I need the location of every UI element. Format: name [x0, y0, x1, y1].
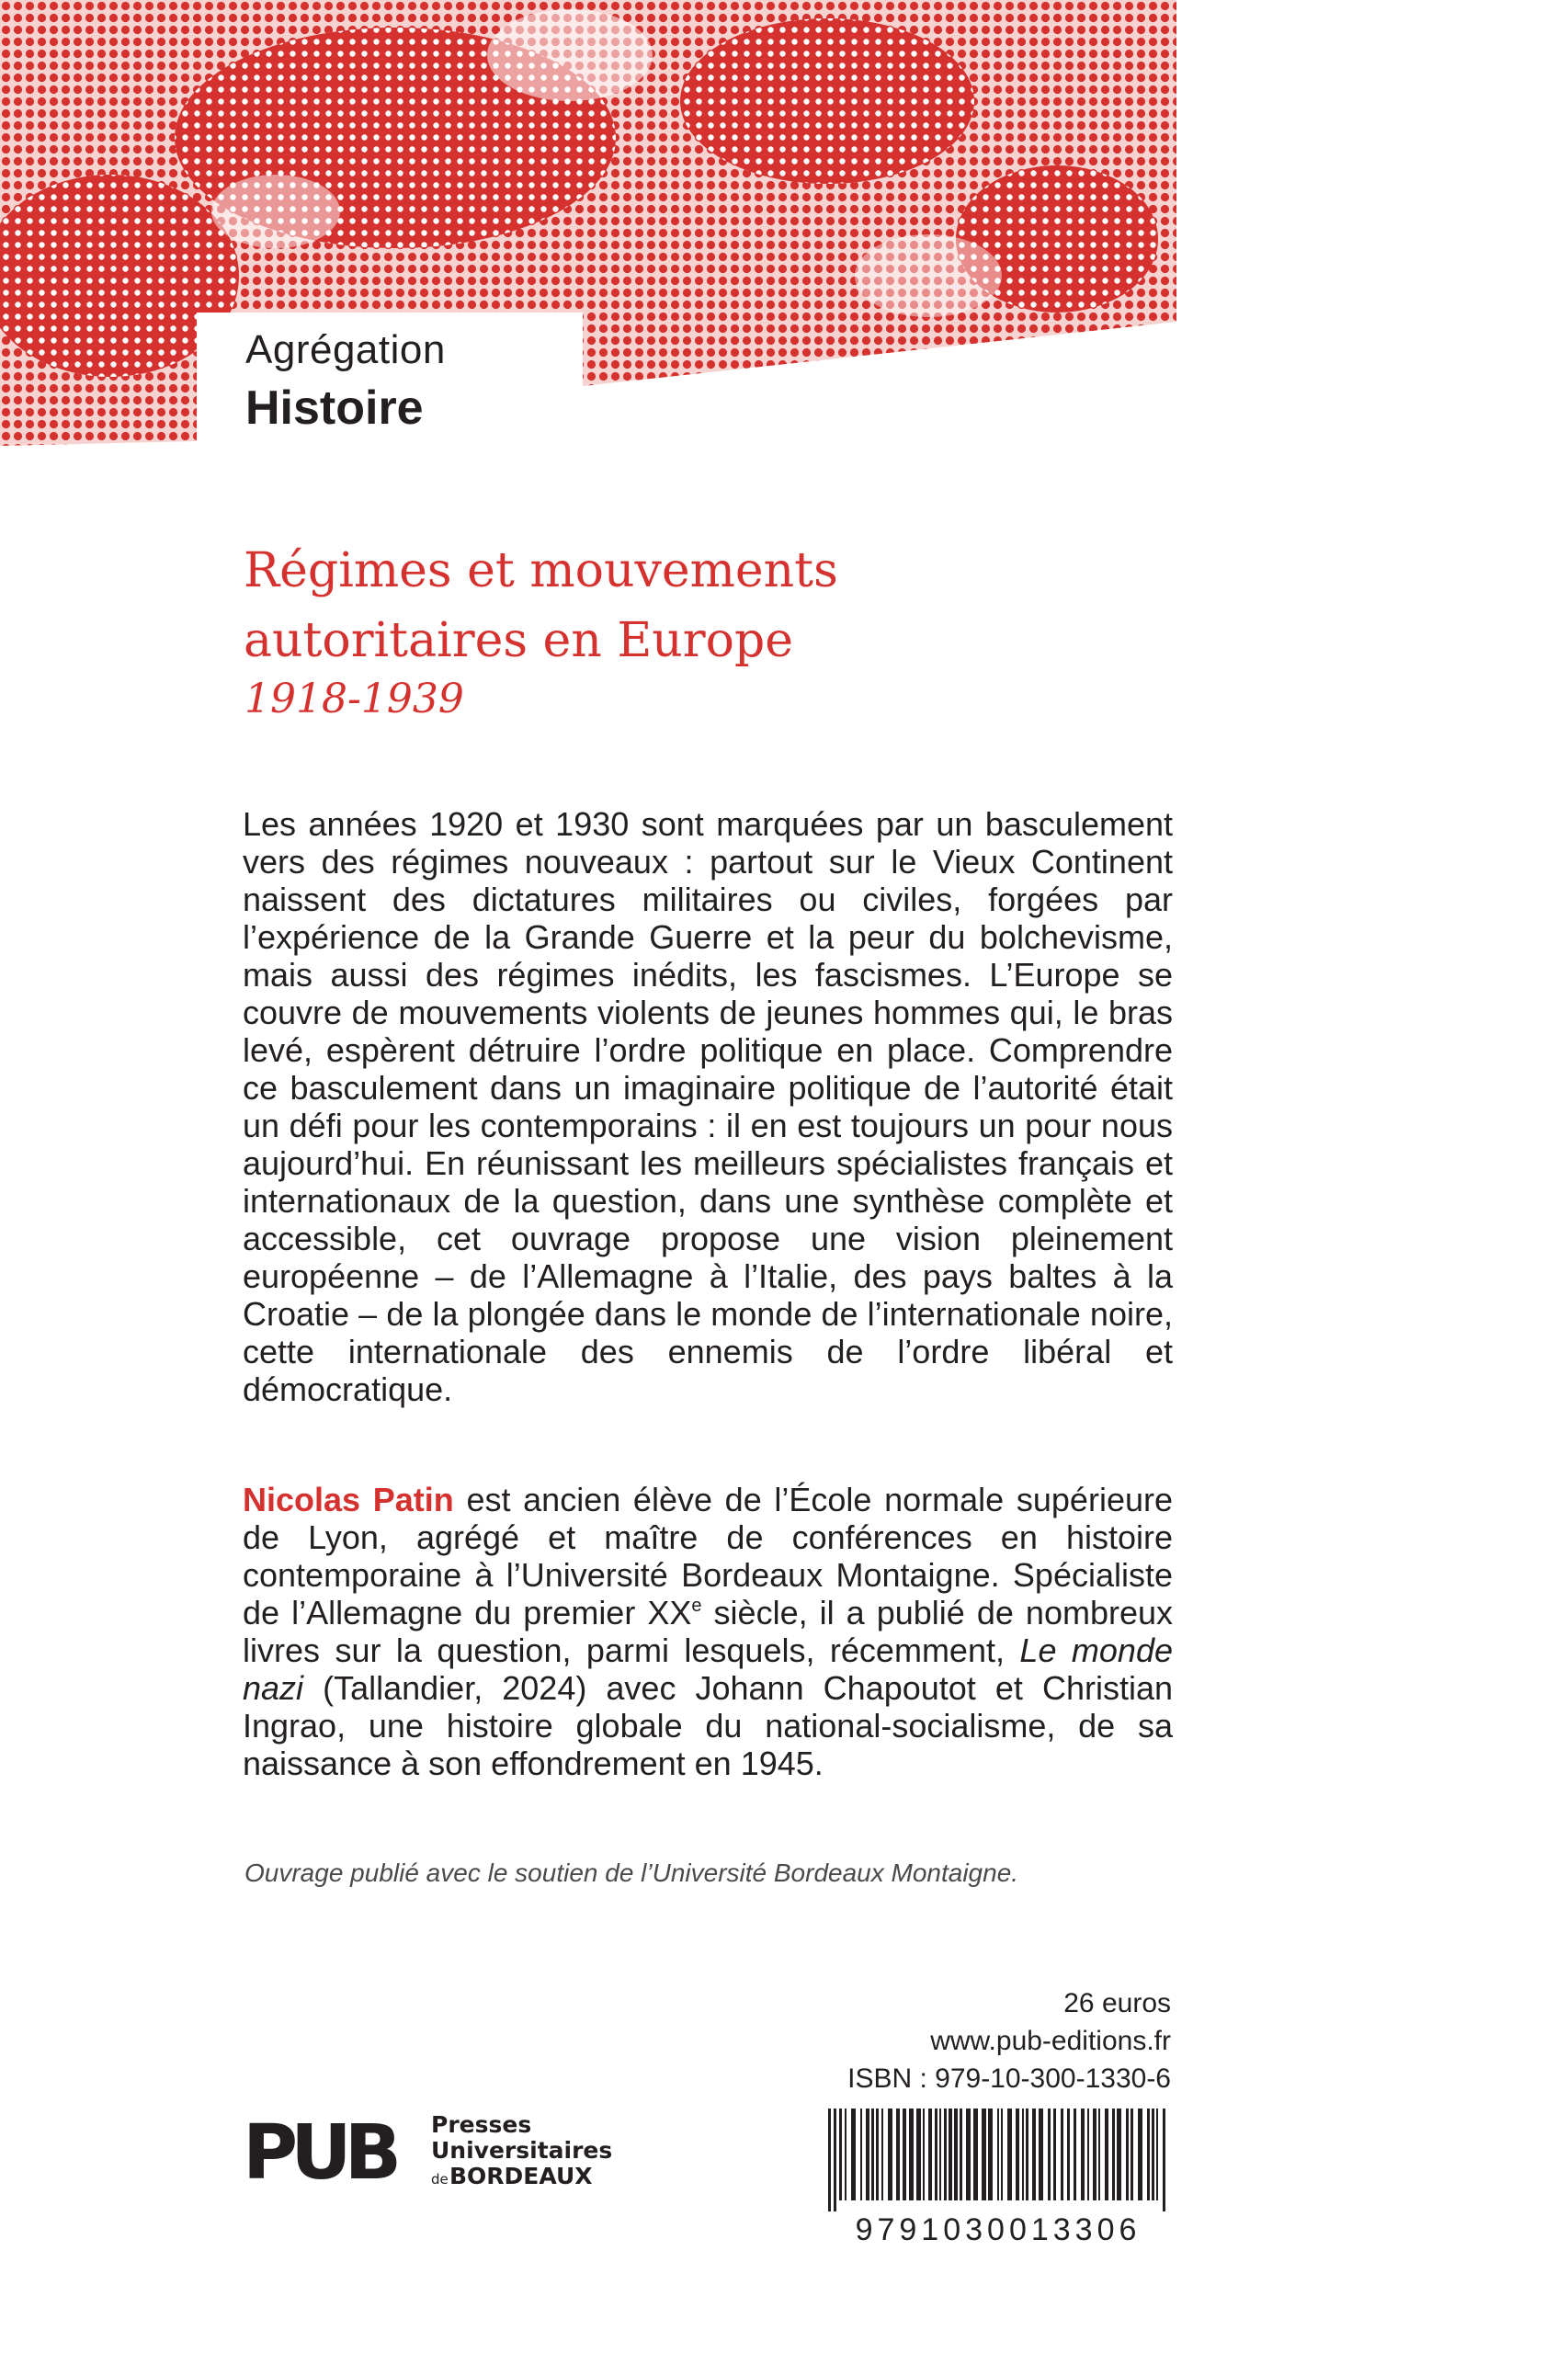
- barcode-digits: 9791030013306: [855, 2212, 1142, 2245]
- barcode-bar: [939, 2109, 941, 2200]
- barcode-bar: [954, 2109, 958, 2200]
- publisher-name-line1: Presses: [431, 2111, 532, 2138]
- barcode-bar: [935, 2109, 937, 2200]
- barcode-bar: [1098, 2109, 1100, 2200]
- barcode-bar: [923, 2109, 925, 2200]
- barcode-bar: [1093, 2109, 1096, 2200]
- barcode-bar: [881, 2109, 883, 2200]
- barcode-bar: [909, 2109, 914, 2200]
- barcode-bar: [1061, 2109, 1063, 2200]
- barcode-bar: [944, 2109, 947, 2200]
- barcode-bar: [1152, 2109, 1154, 2200]
- series-label-agregation: Agrégation: [245, 327, 446, 372]
- barcode-bar: [1074, 2109, 1076, 2200]
- barcode-bar: [982, 2109, 986, 2200]
- publisher-logo-mark: PUB: [243, 2109, 395, 2197]
- publisher-name-line3-prefix: de: [431, 2171, 449, 2188]
- barcode-bar: [876, 2109, 879, 2200]
- barcode-bar: [1001, 2109, 1003, 2200]
- barcode-bar: [1032, 2109, 1036, 2200]
- barcode-bar: [1053, 2109, 1056, 2200]
- bio-book-title: Le monde nazi: [243, 1631, 1173, 1707]
- summary-paragraph: Les années 1920 et 1930 sont marquées par un basculement vers des régimes nouveaux : partout sur le Vieux Continent naissent des dictatures militaires ou civiles, forgées par l’expérience de la Grande Guerre et la peur du bolchevisme, mais aussi des régimes inédits, les fascismes. L’Europe se couvre de mouvements violents de jeunes hommes qui, le bras levé, espèrent détruire l’ordre politique en place. Comprendre ce basculement dans un imaginaire politique de l’autorité était un défi pour les contemporains : il en est toujours un pour nous aujourd’hui. En réunissant les meilleurs spécialistes français et internationaux de la question, dans une synthèse complète et accessible, cet ouvrage propose une vision pleinement européenne – de l’Allemagne à l’Italie, des pays baltes à la Croatie – de la plongée dans le monde de l’internationale noire, cette internationale des ennemis de l’ordre libéral et démocratique.: [243, 805, 1173, 1408]
- barcode-bar: [1112, 2109, 1115, 2200]
- bio-superscript: e: [691, 1596, 702, 1616]
- barcode-bar: [866, 2109, 869, 2200]
- series-label-histoire: Histoire: [245, 381, 424, 435]
- barcode-bar: [1105, 2109, 1108, 2200]
- bio-text-part3: (Tallandier, 2024) avec Johann Chapoutot et Christian Ingrao, une histoire globale du national-socialisme, de sa naissance à son effondrement en 1945.: [243, 1669, 1173, 1782]
- barcode-bar: [1039, 2109, 1043, 2200]
- barcode-bar: [1087, 2109, 1089, 2200]
- barcode-bar: [988, 2109, 993, 2200]
- barcode-bar: [949, 2109, 952, 2200]
- barcode-bar: [839, 2109, 842, 2200]
- barcode-bar: [896, 2109, 900, 2200]
- barcode-bar: [851, 2109, 856, 2200]
- barcode-bar: [973, 2109, 978, 2200]
- barcode-bar: [1138, 2109, 1142, 2200]
- support-note: Ouvrage publié avec le soutien de l’Université Bordeaux Montaigne.: [244, 1859, 1019, 1887]
- barcode-bar: [1126, 2109, 1129, 2200]
- author-name: Nicolas Patin: [243, 1481, 454, 1518]
- barcode-bar: [1026, 2109, 1028, 2200]
- barcode-bar: [1131, 2109, 1133, 2200]
- website-link[interactable]: www.pub-editions.fr: [930, 2026, 1171, 2056]
- barcode-bar: [1081, 2109, 1085, 2200]
- barcode-bar: [1048, 2109, 1051, 2200]
- bio-text-part1: est ancien élève de l’École normale supérieure de Lyon, agrégé et maître de conférences en histoire contemporaine à l’Université Bordeaux Montaigne. Spécialiste de l’Allemagne du premier XX: [243, 1481, 1173, 1631]
- barcode-bar: [860, 2109, 862, 2200]
- barcode-bar: [1067, 2109, 1070, 2200]
- barcode-bar: [916, 2109, 921, 2200]
- author-bio: [243, 1481, 1173, 1782]
- barcode-bar: [1163, 2109, 1165, 2211]
- barcode-bar: [845, 2109, 846, 2200]
- bio-text-part2: siècle, il a publié de nombreux livres sur la question, parmi lesquels, récemment,: [243, 1594, 1174, 1669]
- isbn: ISBN : 979-10-300-1330-6: [847, 2063, 1171, 2094]
- book-title-line1: Régimes et mouvements: [244, 543, 838, 598]
- publisher-name-line2: Universitaires: [431, 2137, 613, 2164]
- barcode-bar: [1147, 2109, 1150, 2200]
- barcode-bars: [828, 2109, 1165, 2211]
- book-title-line2: autoritaires en Europe: [244, 613, 794, 668]
- barcode-bar: [997, 2109, 999, 2200]
- barcode-bar: [871, 2109, 874, 2200]
- barcode-bar: [828, 2109, 831, 2211]
- publisher-logo: [243, 2105, 629, 2197]
- barcode-bar: [1022, 2109, 1024, 2200]
- barcode-bar: [888, 2109, 892, 2200]
- barcode-bar: [1117, 2109, 1121, 2200]
- book-subtitle: 1918-1939: [244, 676, 464, 722]
- barcode-bar: [960, 2109, 962, 2200]
- publisher-name-line3: BORDEAUX: [449, 2163, 593, 2189]
- price: 26 euros: [1063, 1988, 1171, 2018]
- book-title: [244, 536, 1163, 676]
- barcode-bar: [903, 2109, 906, 2200]
- barcode-bar: [834, 2109, 836, 2211]
- barcode-bar: [1007, 2109, 1012, 2200]
- barcode-bar: [1016, 2109, 1019, 2200]
- isbn-barcode: [824, 2107, 1172, 2245]
- barcode-bar: [928, 2109, 932, 2200]
- barcode-bar: [966, 2109, 971, 2200]
- barcode-bar: [1156, 2109, 1158, 2200]
